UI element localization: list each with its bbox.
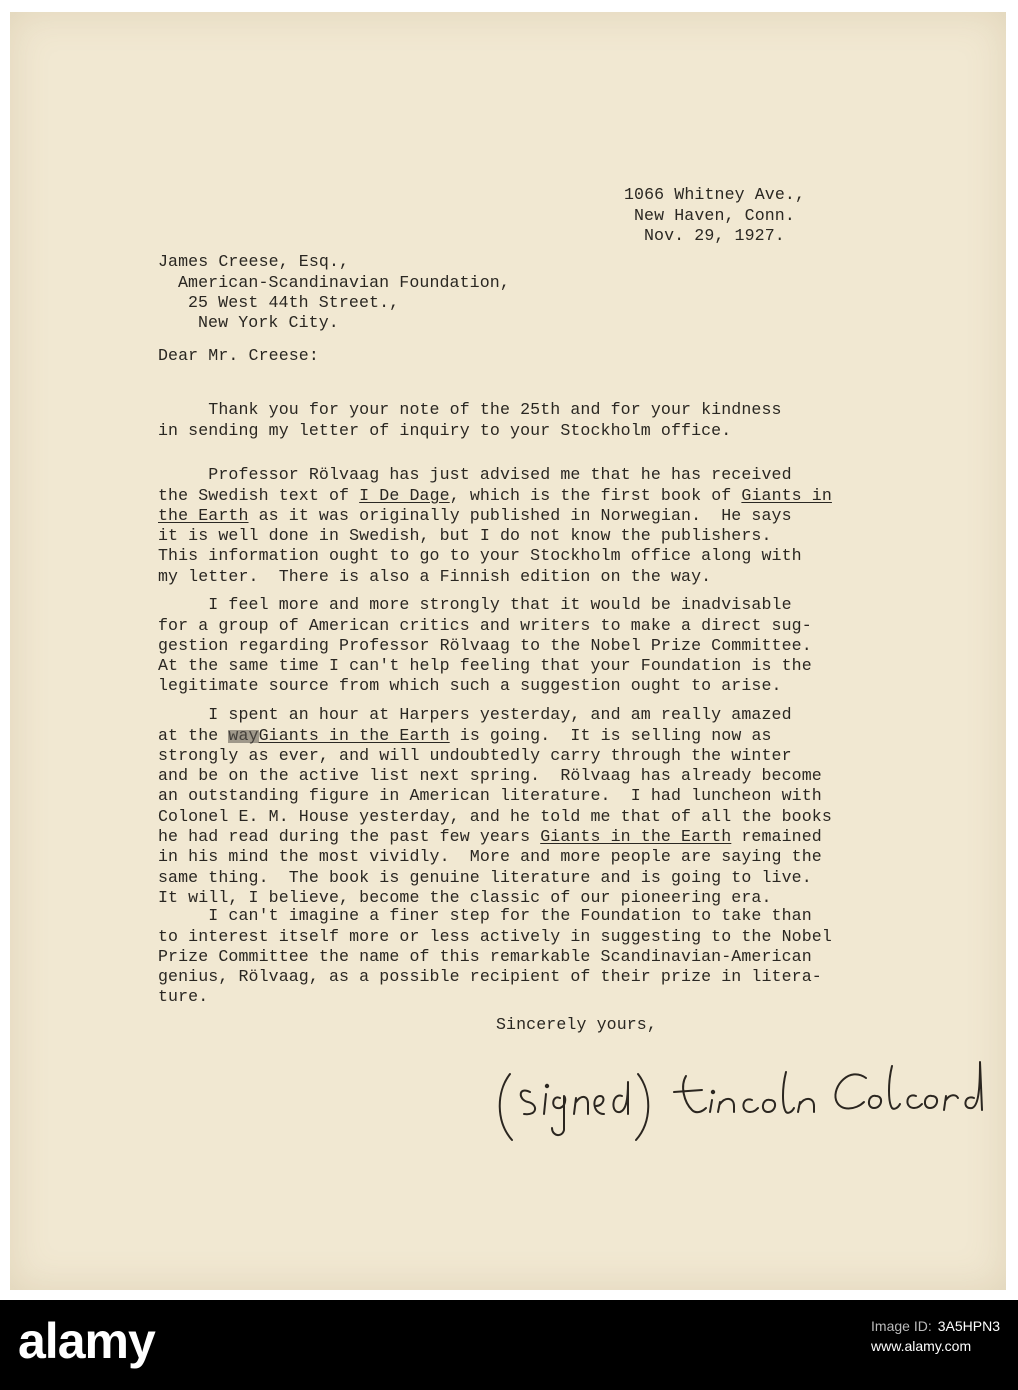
text-line: I feel more and more strongly that it would be inadvisable	[158, 595, 792, 615]
letter-page	[10, 12, 1006, 1290]
text-line: Professor Rölvaag has just advised me that he has received	[158, 465, 792, 485]
text-line: the Earth as it was originally published in Norwegian. He says	[158, 505, 792, 525]
book-title-underlined: Giants in	[741, 485, 832, 505]
text-line: he had read during the past few years Giants in the Earth remained	[158, 827, 822, 847]
text-line: Colonel E. M. House yesterday, and he told me that of all the books	[158, 806, 832, 826]
text-line: in sending my letter of inquiry to your Stockholm office.	[158, 420, 732, 440]
brand-logo: alamy	[18, 1313, 155, 1369]
recipient-line: American-Scandinavian Foundation,	[178, 272, 510, 292]
recipient-line: New York City.	[198, 313, 339, 333]
text-line: my letter. There is also a Finnish edition on the way.	[158, 566, 712, 586]
return-address-line: 1066 Whitney Ave.,	[624, 185, 806, 205]
image-meta	[871, 1316, 1000, 1356]
text-line: I spent an hour at Harpers yesterday, and am really amazed	[158, 705, 792, 725]
struck-word: way	[228, 725, 259, 745]
text-line: the Swedish text of I De Dage, which is the first book of Giants in	[158, 485, 832, 505]
text-line: strongly as ever, and will undoubtedly carry through the winter	[158, 745, 792, 765]
book-title-underlined: the Earth	[158, 505, 249, 525]
paragraph-5	[158, 886, 832, 1028]
book-title-underlined: I De Dage	[359, 485, 450, 505]
closing: Sincerely yours,	[496, 1015, 657, 1034]
image-id-label: Image ID:	[871, 1318, 932, 1334]
text-line: It will, I believe, become the classic of our pioneering era.	[158, 887, 772, 907]
text-line: in his mind the most vividly. More and more people are saying the	[158, 847, 822, 867]
stock-footer	[0, 1300, 1018, 1390]
text-line: At the same time I can't help feeling that your Foundation is the	[158, 656, 812, 676]
text-line: same thing. The book is genuine literature and is going to live.	[158, 867, 812, 887]
text-line: for a group of American critics and writers to make a direct sug-	[158, 615, 812, 635]
image-id-value: 3A5HPN3	[937, 1318, 1000, 1334]
handwritten-signature	[488, 1052, 988, 1147]
text-line: and be on the active list next spring. Rölvaag has already become	[158, 766, 822, 786]
text-line: it is well done in Swedish, but I do not know the publishers.	[158, 526, 772, 546]
recipient-line: James Creese, Esq.,	[158, 252, 350, 272]
text-line: to interest itself more or less actively in suggesting to the Nobel	[158, 926, 832, 946]
text-line: I can't imagine a finer step for the Foundation to take than	[158, 906, 812, 926]
recipient-line: 25 West 44th Street.,	[188, 292, 400, 312]
text-line: legitimate source from which such a suggestion ought to arise.	[158, 676, 782, 696]
site-url: www.alamy.com	[871, 1338, 972, 1354]
book-title-underlined: Giants in the Earth	[258, 725, 450, 745]
book-title-underlined: Giants in the Earth	[540, 827, 732, 847]
salutation: Dear Mr. Creese:	[158, 346, 319, 365]
recipient-address	[158, 232, 510, 354]
image-id-row	[871, 1316, 1000, 1336]
return-address-line: Nov. 29, 1927.	[644, 225, 785, 245]
return-address-line: New Haven, Conn.	[634, 205, 795, 225]
text-line: This information ought to go to your Stockholm office along with	[158, 546, 802, 566]
return-address	[624, 165, 805, 266]
text-line: Thank you for your note of the 25th and for your kindness	[158, 400, 782, 420]
text-line: ture.	[158, 987, 209, 1007]
text-line: genius, Rölvaag, as a possible recipient of their prize in litera-	[158, 967, 822, 987]
text-line: an outstanding figure in American literature. I had luncheon with	[158, 786, 822, 806]
text-line: at the wayGiants in the Earth is going. It is selling now as	[158, 725, 772, 745]
text-line: gestion regarding Professor Rölvaag to the Nobel Prize Committee.	[158, 635, 812, 655]
text-line: Prize Committee the name of this remarkable Scandinavian-American	[158, 946, 812, 966]
